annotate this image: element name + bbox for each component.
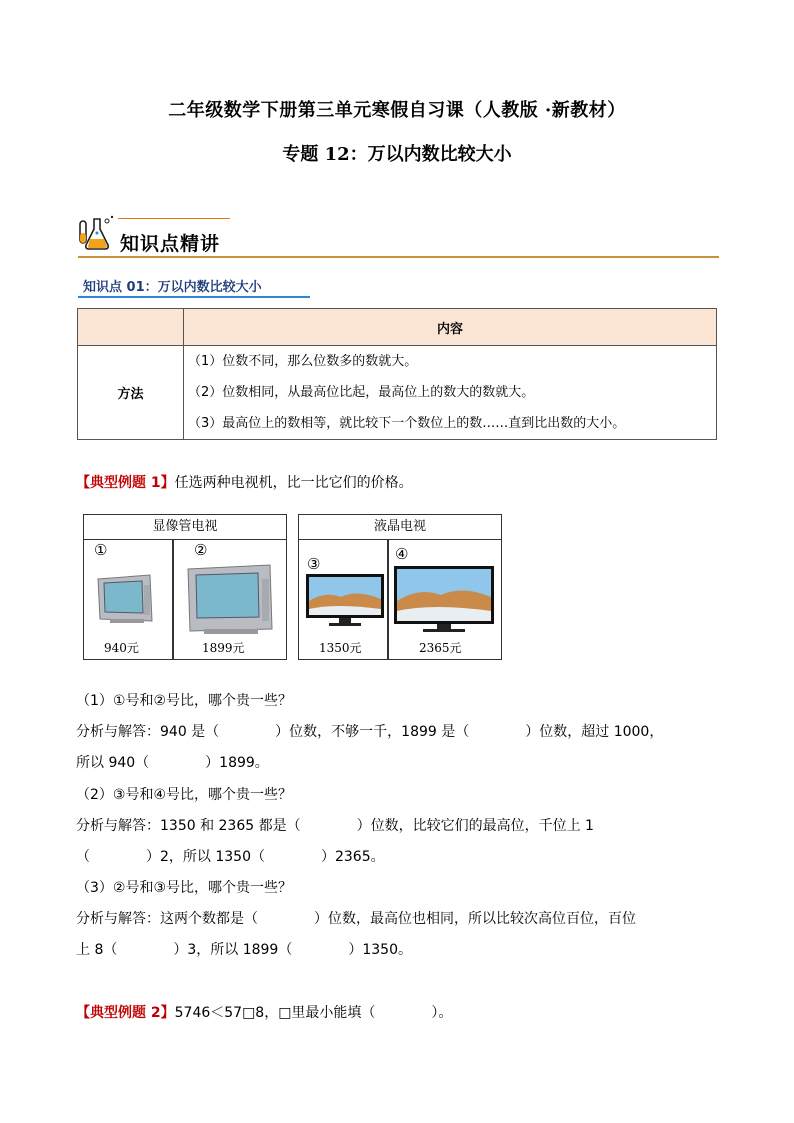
- example1-text: 任选两种电视机，比一比它们的价格。: [174, 475, 413, 491]
- method-item: （1）位数不同，那么位数多的数就大。: [188, 354, 418, 369]
- panel-divider: [387, 540, 389, 659]
- table-header-content: 内容: [184, 309, 717, 346]
- tv-number: ②: [194, 541, 208, 559]
- answer-3-line-2: 上 8（ ）3，所以 1899（ ）1350。: [76, 942, 412, 958]
- answer-1-line-2: 所以 940（ ）1899。: [76, 755, 269, 771]
- section-rule: [78, 256, 719, 258]
- tv-number: ④: [395, 545, 409, 563]
- table-row-label: 方法: [78, 346, 184, 440]
- crt-panel-title: 显像管电视: [84, 515, 286, 540]
- example1-label: 【典型例题 1】: [76, 475, 175, 491]
- answer-2-line-1: 分析与解答：1350 和 2365 都是（ ）位数，比较它们的最高位，千位上 1: [76, 818, 594, 834]
- section-top-rule: [118, 218, 230, 219]
- tv-price: 1350元: [319, 641, 362, 655]
- answer-1-line-1: 分析与解答：940 是（ ）位数，不够一千，1899 是（ ）位数，超过 1000，: [76, 724, 664, 740]
- knowledge-table: [77, 308, 717, 440]
- table-method-cell: [184, 346, 717, 440]
- lcd-tv-panel: [298, 514, 502, 660]
- crt-tv-small-image: [94, 571, 156, 627]
- tv-price: 940元: [104, 641, 139, 655]
- tv-price: 2365元: [419, 641, 462, 655]
- table-header-empty: [78, 309, 184, 346]
- tv-number: ①: [94, 541, 108, 559]
- example2-label: 【典型例题 2】: [76, 1005, 175, 1021]
- crt-tv-panel: [83, 514, 287, 660]
- crt-tv-large-image: [184, 563, 276, 637]
- section-title: 知识点精讲: [120, 233, 221, 255]
- tv-price: 1899元: [202, 641, 245, 655]
- question-2: （2）③号和④号比，哪个贵一些？: [76, 787, 293, 803]
- answer-3-line-1: 分析与解答：这两个数都是（ ）位数，最高位也相同，所以比较次高位百位，百位: [76, 911, 636, 927]
- example2-prompt: [76, 1002, 452, 1022]
- example2-text: 5746＜57□8，□里最小能填（ ）。: [174, 1005, 453, 1021]
- tv-number: ③: [307, 555, 321, 573]
- knowledge-point-underline: [78, 296, 310, 298]
- question-1: （1）①号和②号比，哪个贵一些？: [76, 693, 293, 709]
- panel-divider: [172, 540, 174, 659]
- lcd-tv-small-image: [305, 573, 385, 629]
- document-subtitle: 专题 12：万以内数比较大小: [282, 144, 512, 165]
- method-item: （3）最高位上的数相等，就比较下一个数位上的数……直到比出数的大小。: [188, 416, 626, 431]
- question-3: （3）②号和③号比，哪个贵一些？: [76, 880, 293, 896]
- method-item: （2）位数相同，从最高位比起，最高位上的数大的数就大。: [188, 385, 535, 400]
- lcd-panel-title: 液晶电视: [299, 515, 501, 540]
- example1-prompt: [76, 472, 413, 492]
- lab-flask-icon: [76, 213, 116, 253]
- lcd-tv-large-image: [393, 565, 495, 635]
- answer-2-line-2: （ ）2，所以 1350（ ）2365。: [76, 849, 385, 865]
- document-title: 二年级数学下册第三单元寒假自习课（人教版 ·新教材）: [168, 100, 626, 121]
- knowledge-point-title: 知识点 01：万以内数比较大小: [83, 280, 262, 295]
